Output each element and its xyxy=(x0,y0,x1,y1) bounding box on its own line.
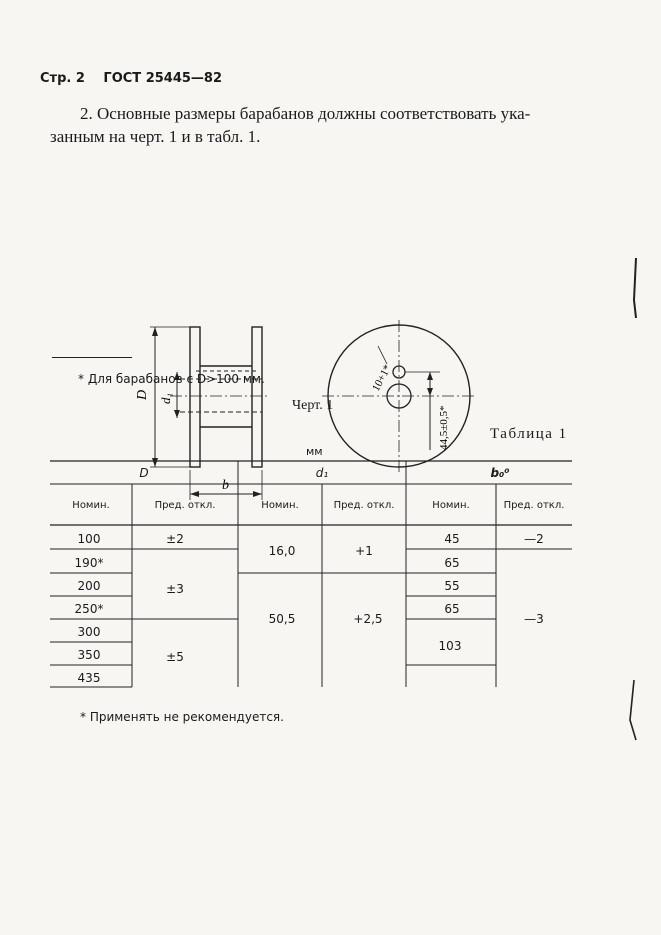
subheader-D-nominal: Номин. xyxy=(72,500,110,511)
subheader-d1-tolerance: Пред. откл. xyxy=(333,500,395,511)
paragraph-line-2: занным на черт. 1 и в табл. 1. xyxy=(50,127,261,146)
D-nominal-cell: 100 xyxy=(77,532,101,546)
section-paragraph xyxy=(50,102,590,148)
D-tolerance-cell: ±5 xyxy=(166,650,184,664)
label-hole-offset: 44,5±0,5* xyxy=(438,405,450,450)
subheader-b-tolerance: Пред. откл. xyxy=(503,500,565,511)
D-nominal-cell: 200 xyxy=(77,579,101,593)
table-title: Таблица 1 xyxy=(490,426,568,442)
D-nominal-cell: 190* xyxy=(74,556,104,570)
b-nominal-cell: 65 xyxy=(444,556,460,570)
b-nominal-cell: 55 xyxy=(444,579,460,593)
D-tolerance-cell: ±3 xyxy=(166,582,184,596)
b-tolerance-cell: —2 xyxy=(524,532,544,546)
page-number: Стр. 2 xyxy=(40,71,85,86)
table-footnote: * Применять не рекомендуется. xyxy=(80,710,284,724)
D-nominal-cell: 350 xyxy=(77,648,101,662)
b-tolerance-cell: —3 xyxy=(524,612,544,626)
table-units: мм xyxy=(306,445,323,458)
group-header-D: D xyxy=(139,466,149,480)
right-flange xyxy=(252,327,262,467)
b-nominal-cell: 65 xyxy=(444,602,460,616)
subheader-D-tolerance: Пред. откл. xyxy=(154,500,216,511)
margin-marks xyxy=(600,240,650,760)
figure-caption: Черт. 1 xyxy=(292,398,334,413)
group-header-b: b₀⁰ xyxy=(490,466,510,480)
D-tolerance-cell: ±2 xyxy=(166,532,184,546)
label-hole-size: 10+1* xyxy=(370,362,394,394)
b-nominal-cell: 103 xyxy=(438,639,462,653)
footnote-rule xyxy=(52,357,132,358)
group-header-d1: d₁ xyxy=(315,466,329,480)
d1-nominal-cell: 50,5 xyxy=(268,612,296,626)
page-header xyxy=(40,71,222,86)
d1-tolerance-cell: +1 xyxy=(355,544,373,558)
label-d1: d₁ xyxy=(158,392,173,404)
subheader-b-nominal: Номин. xyxy=(432,500,470,511)
d1-nominal-cell: 16,0 xyxy=(268,544,296,558)
label-b: b xyxy=(222,478,229,493)
dimensions-table xyxy=(0,455,661,700)
D-nominal-cell: 300 xyxy=(77,625,101,639)
figure-footnote: * Для барабанов с D>100 мм. xyxy=(78,372,265,386)
D-nominal-cell: 250* xyxy=(74,602,104,616)
d1-tolerance-cell: +2,5 xyxy=(353,612,383,626)
b-nominal-cell: 45 xyxy=(444,532,460,546)
label-D: D xyxy=(135,389,150,400)
left-flange xyxy=(190,327,200,467)
D-nominal-cell: 435 xyxy=(77,671,101,685)
paragraph-line-1: 2. Основные размеры барабанов должны соответствовать ука- xyxy=(80,104,531,123)
standard-number: ГОСТ 25445—82 xyxy=(103,71,223,86)
subheader-d1-nominal: Номин. xyxy=(261,500,299,511)
